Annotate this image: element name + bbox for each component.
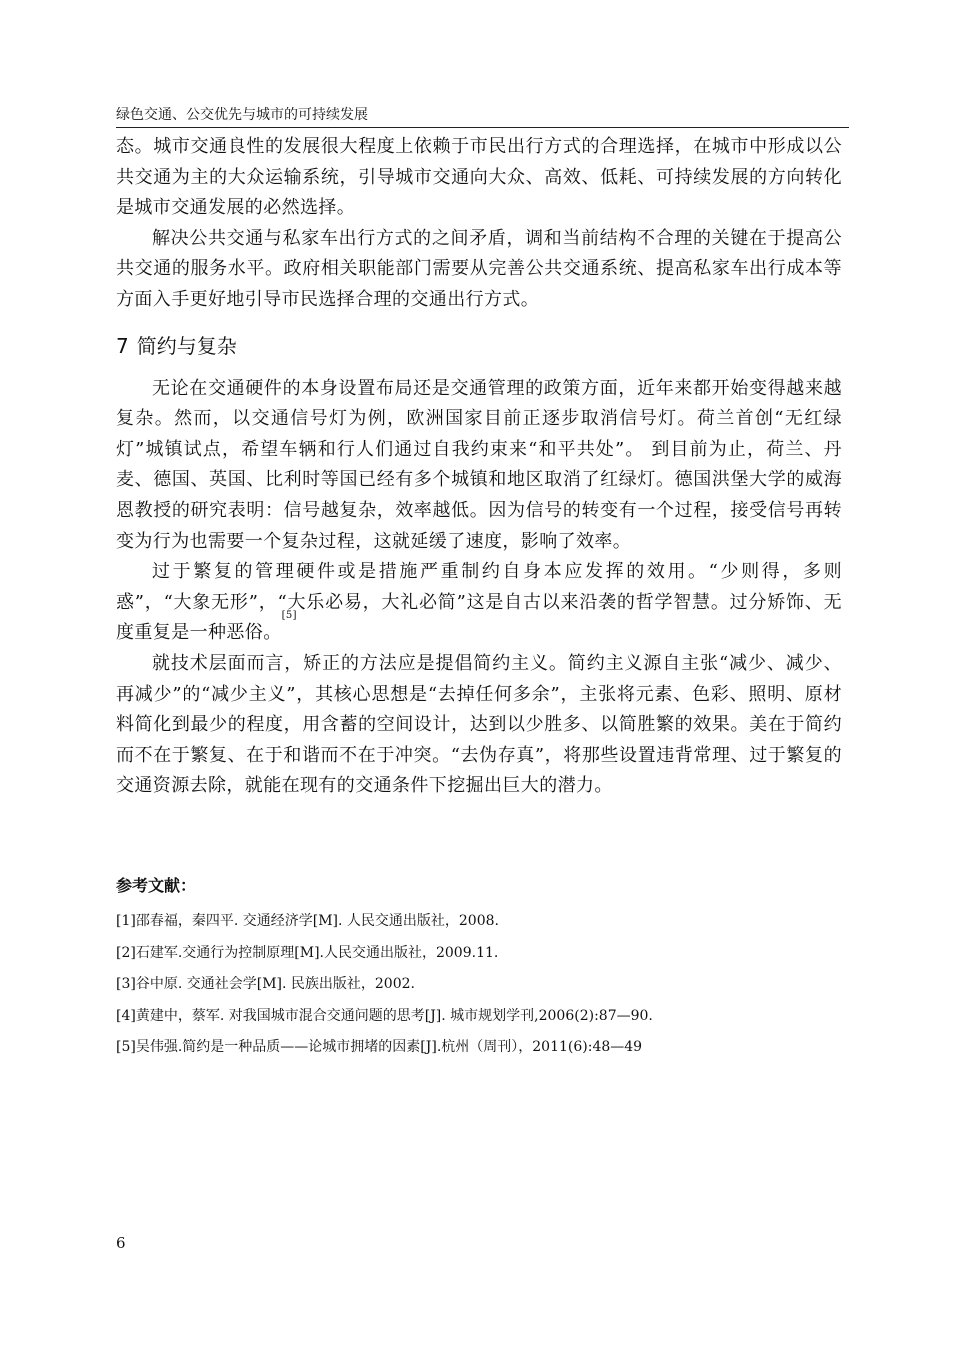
running-header: 绿色交通、公交优先与城市的可持续发展 xyxy=(116,107,368,123)
section-number: 7 xyxy=(116,333,129,358)
page-number: 6 xyxy=(116,1234,126,1252)
references-title: 参考文献： xyxy=(116,876,197,895)
reference-item: [5]吴伟强.简约是一种品质——论城市拥堵的因素[J].杭州（周刊），2011(6):48—49 xyxy=(116,1039,643,1056)
paragraph-text: 过于繁复的管理硬件或是措施严重制约自身本应发挥的效用。“少则得，多则惑”，“大象无形”，“大乐必易，大礼必简”这是自古以来沿袭的哲学智慧。过分矫饰、无度重复是一种恶俗。 xyxy=(116,561,842,644)
reference-item: [2]石建军.交通行为控制原理[M].人民交通出版社，2009.11. xyxy=(116,944,499,961)
reference-item: [3]谷中原. 交通社会学[M]. 民族出版社，2002. xyxy=(116,976,415,993)
paragraph-with-citation xyxy=(116,557,842,649)
references-section xyxy=(116,874,849,1064)
reference-item: [4]黄建中，蔡军. 对我国城市混合交通问题的思考[J]. 城市规划学刊,2006(2):87—90. xyxy=(116,1007,653,1024)
citation-mark[interactable]: [5] xyxy=(281,610,297,622)
paragraph-continuation: 态。城市交通良性的发展很大程度上依赖于市民出行方式的合理选择，在城市中形成以公共交通为主的大众运输系统，引导城市交通向大众、高效、低耗、可持续发展的方向转化是城市交通发展的必然选择。 xyxy=(116,136,842,219)
section-title: 简约与复杂 xyxy=(136,333,237,358)
paragraph: 解决公共交通与私家车出行方式的之间矛盾，调和当前结构不合理的关键在于提高公共交通的服务水平。政府相关职能部门需要从完善公共交通系统、提高私家车出行成本等方面入手更好地引导市民选择合理的交通出行方式。 xyxy=(116,227,842,310)
paragraph: 无论在交通硬件的本身设置布局还是交通管理的政策方面，近年来都开始变得越来越复杂。然而，以交通信号灯为例，欧洲国家目前正逐步取消信号灯。荷兰首创“无红绿灯”城镇试点，希望车辆和行人们通过自我约束来“和平共处”。 到目前为止，荷兰、丹麦、德国、英国、比利时等国已经有多个城镇和地区取消了红绿灯。德国洪堡大学的威海恩教授的研究表明：信号越复杂，效率越低。因为信号的转变有一个过程，接受信号再转变为行为也需要一个复杂过程，这就延缓了速度，影响了效率。 xyxy=(116,377,842,552)
reference-item: [1]邵春福，秦四平. 交通经济学[M]. 人民交通出版社，2008. xyxy=(116,913,499,929)
section-heading xyxy=(116,332,842,360)
body-text xyxy=(116,132,842,802)
header-rule xyxy=(116,127,849,128)
paragraph: 就技术层面而言，矫正的方法应是提倡简约主义。简约主义源自主张“减少、减少、再减少”的“减少主义”，其核心思想是“去掉任何多余”，主张将元素、色彩、照明、原材料简化到最少的程度，用含蓄的空间设计，达到以少胜多、以简胜繁的效果。美在于简约而不在于繁复、在于和谐而不在于冲突。“去伪存真”，将那些设置违背常理、过于繁复的交通资源去除，就能在现有的交通条件下挖掘出巨大的潜力。 xyxy=(116,652,842,797)
